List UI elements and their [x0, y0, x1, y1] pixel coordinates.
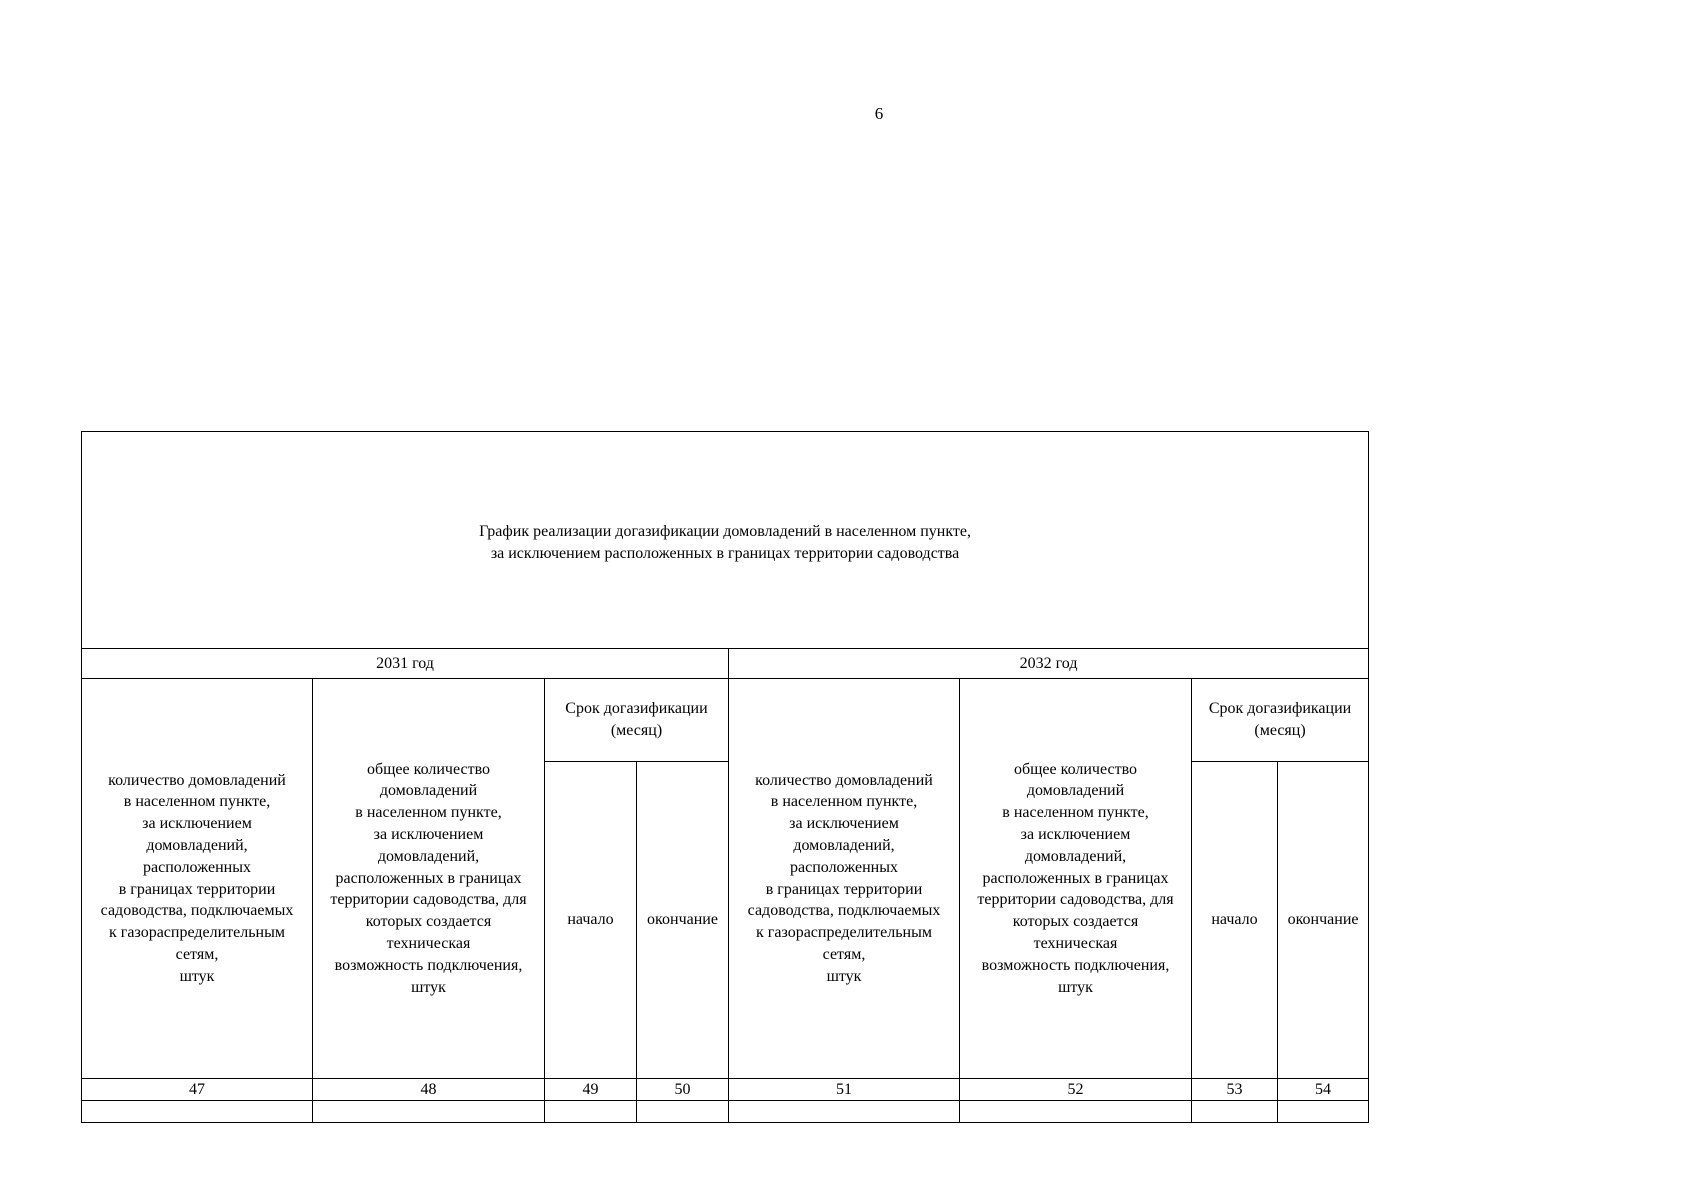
header-term-2032: Срок догазификации (месяц) — [1192, 679, 1369, 762]
year-header-2031: 2031 год — [82, 649, 729, 679]
column-number: 54 — [1278, 1079, 1369, 1101]
column-number: 49 — [545, 1079, 637, 1101]
empty-cell — [313, 1101, 545, 1123]
year-header-2032: 2032 год — [729, 649, 1369, 679]
empty-cell — [82, 1101, 313, 1123]
table-title: График реализации догазификации домовладений в населенном пункте, за исключением расположенных в границах территории садоводства — [479, 522, 971, 562]
empty-cell — [729, 1101, 960, 1123]
empty-data-row — [82, 1101, 1369, 1123]
schedule-table — [81, 431, 1369, 1123]
column-number: 51 — [729, 1079, 960, 1101]
header-term-2031: Срок догазификации (месяц) — [545, 679, 729, 762]
empty-cell — [960, 1101, 1192, 1123]
header-start-2031: начало — [545, 762, 637, 1079]
column-number: 47 — [82, 1079, 313, 1101]
empty-cell — [1278, 1101, 1369, 1123]
header-total-2032: общее количество домовладений в населенном пункте, за исключением домовладений, расположенных в границах территории садоводства, для которых создается техническая возможность подключения, штук — [960, 679, 1192, 1079]
empty-cell — [545, 1101, 637, 1123]
empty-cell — [1192, 1101, 1278, 1123]
column-number: 50 — [637, 1079, 729, 1101]
header-households-2031: количество домовладений в населенном пункте, за исключением домовладений, расположенных в границах территории садоводства, подключаемых к газораспределительным сетям, штук — [82, 679, 313, 1079]
page-number: 6 — [874, 104, 884, 123]
column-number: 53 — [1192, 1079, 1278, 1101]
column-number: 48 — [313, 1079, 545, 1101]
table-title-cell — [82, 432, 1369, 649]
column-number: 52 — [960, 1079, 1192, 1101]
header-end-2032: окончание — [1278, 762, 1369, 1079]
header-start-2032: начало — [1192, 762, 1278, 1079]
header-total-2031: общее количество домовладений в населенном пункте, за исключением домовладений, расположенных в границах территории садоводства, для которых создается техническая возможность подключения, штук — [313, 679, 545, 1079]
header-households-2032: количество домовладений в населенном пункте, за исключением домовладений, расположенных в границах территории садоводства, подключаемых к газораспределительным сетям, штук — [729, 679, 960, 1079]
empty-cell — [637, 1101, 729, 1123]
header-end-2031: окончание — [637, 762, 729, 1079]
column-number-row — [82, 1079, 1369, 1101]
